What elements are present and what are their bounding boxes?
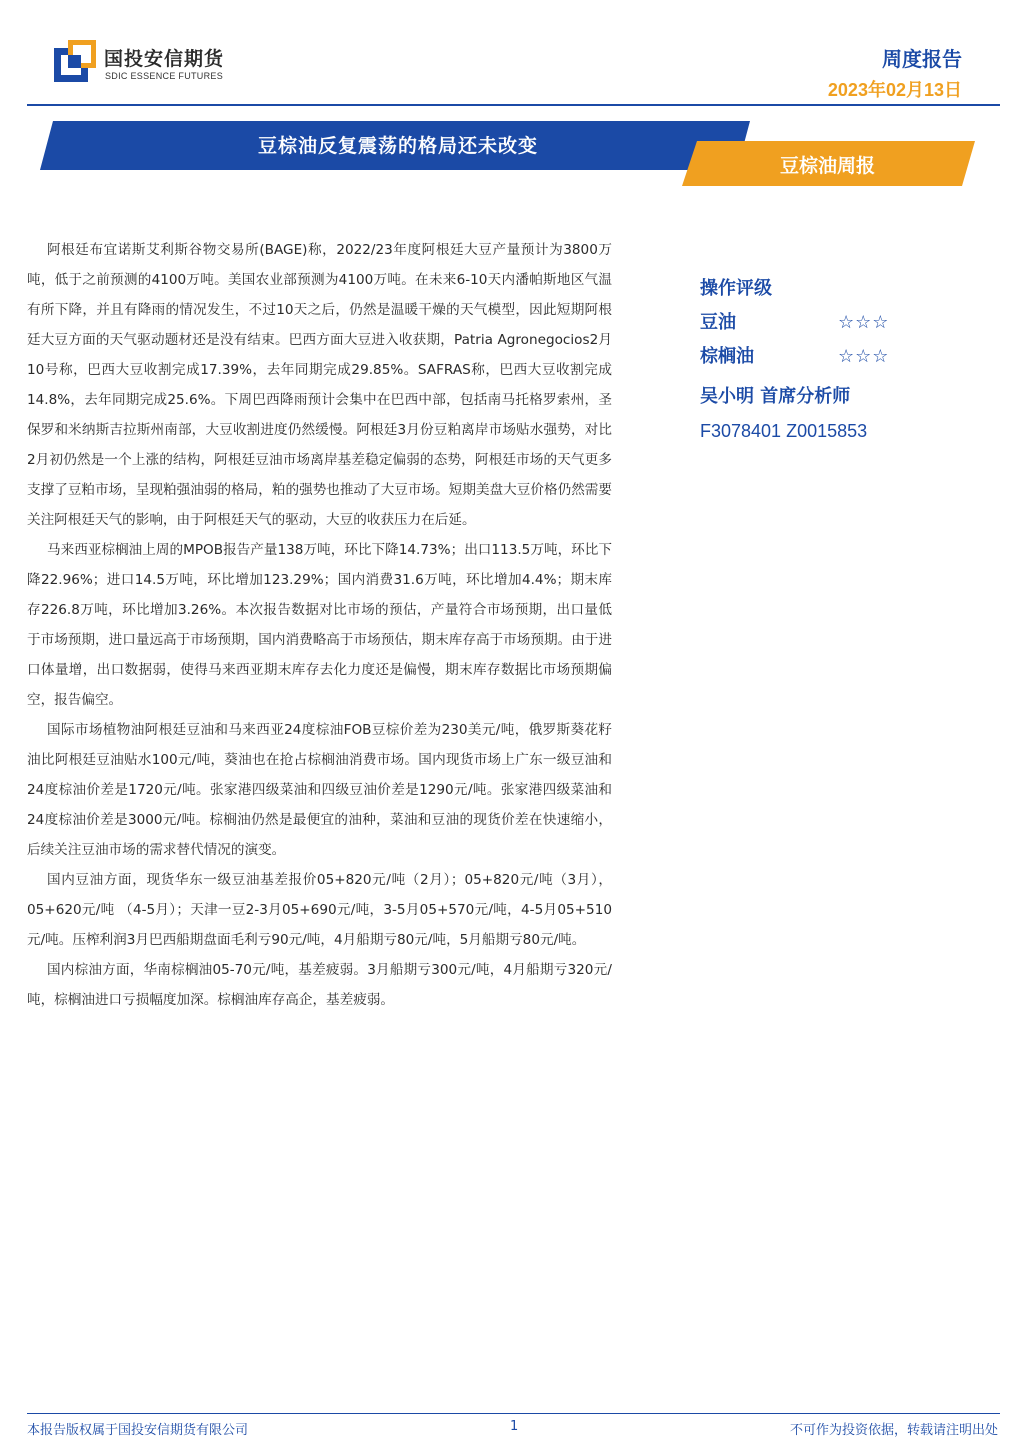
rating-name: 棕榈油 xyxy=(700,346,754,367)
report-type: 周度报告 xyxy=(882,47,962,71)
analyst-license-id: F3078401 Z0015853 xyxy=(700,421,868,441)
footer-disclaimer: 不可作为投资依据，转载请注明出处 xyxy=(789,1423,998,1438)
paragraph-domestic-palm-oil: 国内棕油方面，华南棕榈油05-70元/吨，基差疲弱。3月船期亏300元/吨，4月船期亏320元/吨，棕榈油进口亏损幅度加深。棕榈油库存高企，基差疲弱。 xyxy=(27,962,612,1008)
analyst-name: 吴小明 首席分析师 xyxy=(700,386,851,407)
rating-row-palm-oil xyxy=(700,340,960,374)
report-body xyxy=(27,235,612,1015)
logo-chinese-name: 国投安信期货 xyxy=(104,48,225,70)
footer-divider xyxy=(27,1413,1000,1414)
star-rating-icon: ☆☆☆ xyxy=(838,346,890,367)
paragraph-soybean: 阿根廷布宜诺斯艾利斯谷物交易所(BAGE)称，2022/23年度阿根廷大豆产量预计为3800万吨，低于之前预测的4100万吨。美国农业部预测为4100万吨。在未来6-10天内潘帕斯地区气温有所下降，并且有降雨的情况发生，不过10天之后，仍然是温暖干燥的天气模型，因此短期阿根廷大豆方面的天气驱动题材还是没有结束。巴西方面大豆进入收获期，Patria Agronegocios2月10号称，巴西大豆收割完成17.39%，去年同期完成29.85%。SAFRAS称，巴西大豆收割完成14.8%，去年同期完成25.6%。下周巴西降雨预计会集中在巴西中部，包括南马托格罗索州，圣保罗和米纳斯吉拉斯州南部，大豆收割进度仍然缓慢。阿根廷3月份豆粕离岸市场贴水强势，对比2月初仍然是一个上涨的结构，阿根廷豆油市场离岸基差稳定偏弱的态势，阿根廷市场的天气更多支撑了豆粕市场，呈现粕强油弱的格局，粕的强势也推动了大豆市场。短期美盘大豆价格仍然需要关注阿根廷天气的影响，由于阿根廷天气的驱动，大豆的收获压力在后延。 xyxy=(27,242,612,528)
rating-name: 豆油 xyxy=(700,312,736,333)
paragraph-palm-oil-mpob: 马来西亚棕榈油上周的MPOB报告产量138万吨，环比下降14.73%；出口113.5万吨，环比下降22.96%；进口14.5万吨，环比增加123.29%；国内消费31.6万吨，环比增加4.4%；期末库存226.8万吨，环比增加3.26%。本次报告数据对比市场的预估，产量符合市场预期，出口量低于市场预期，进口量远高于市场预期，国内消费略高于市场预估，期末库存高于市场预期。由于进口体量增，出口数据弱，使得马来西亚期末库存去化力度还是偏慢，期末库存数据比市场预期偏空，报告偏空。 xyxy=(27,542,612,708)
paragraph-price-spread: 国际市场植物油阿根廷豆油和马来西亚24度棕油FOB豆棕价差为230美元/吨，俄罗斯葵花籽油比阿根廷豆油贴水100元/吨，葵油也在抢占棕榈油消费市场。国内现货市场上广东一级豆油和24度棕油价差是1720元/吨。张家港四级菜油和四级豆油价差是1290元/吨。张家港四级菜油和24度棕油价差是3000元/吨。棕榈油仍然是最便宜的油种，菜油和豆油的现货价差在快速缩小，后续关注豆油市场的需求替代情况的演变。 xyxy=(27,722,612,858)
logo-mark-icon xyxy=(54,40,96,82)
page-number: 1 xyxy=(510,1419,519,1434)
star-rating-icon: ☆☆☆ xyxy=(838,312,890,333)
rating-sidebar xyxy=(700,272,960,448)
logo-english-name: SDIC ESSENCE FUTURES xyxy=(105,71,224,81)
report-title: 豆棕油反复震荡的格局还未改变 xyxy=(257,135,538,157)
company-logo xyxy=(54,40,254,90)
paragraph-domestic-soy-oil: 国内豆油方面，现货华东一级豆油基差报价05+820元/吨（2月）；05+820元/吨（3月）， 05+620元/吨 （4-5月）；天津一豆2-3月05+690元/吨，3-5月05+570元/吨，4-5月05+510元/吨。压榨利润3月巴西船期盘面毛利亏90元/吨，4月船期亏80元/吨，5月船期亏80元/吨。 xyxy=(27,872,612,948)
footer-copyright: 本报告版权属于国投安信期货有限公司 xyxy=(27,1423,249,1438)
rating-title: 操作评级 xyxy=(700,278,772,299)
header-divider xyxy=(27,104,1000,106)
report-category-tag: 豆棕油周报 xyxy=(779,155,875,177)
rating-row-soy-oil xyxy=(700,306,960,340)
report-date: 2023年02月13日 xyxy=(827,80,962,100)
